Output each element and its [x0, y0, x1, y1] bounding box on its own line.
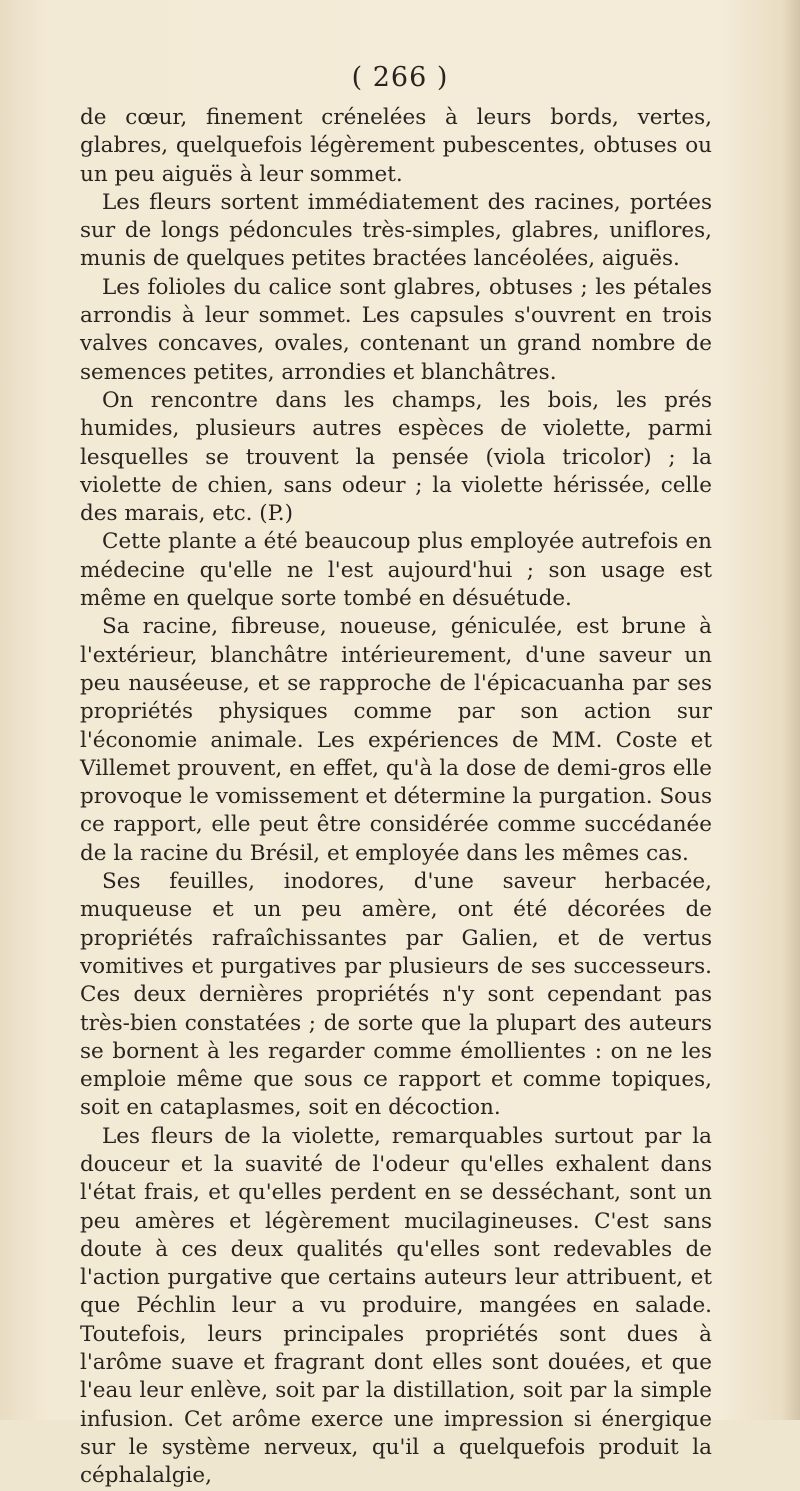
page-number: ( 266 ) — [351, 62, 449, 93]
page-edge-shadow — [782, 0, 800, 1420]
paragraph-8: Les fleurs de la violette, remarquables surtout par la douceur et la suavité de l'odeur qu'elles exhalent dans l'état frais, et qu'elles perdent en se desséchant, sont un peu amères et légèrement mucilagineuses. C'est sans doute à ces deux qualités qu'elles sont redevables de l'action purgative que certains auteurs leur attribuent, et que Péchlin leur a vu produire, mangées en salade. Toutefois, leurs principales propriétés sont dues à l'arôme suave et fragrant dont elles sont douées, et que l'eau leur enlève, soit par la distillation, soit par la simple infusion. Cet arôme exerce une impression si énergique sur le système nerveux, qu'il a quelquefois produit la céphalalgie, — [80, 1123, 712, 1489]
paragraph-6: Sa racine, fibreuse, noueuse, géniculée, est brune à l'extérieur, blanchâtre intérieurement, d'une saveur un peu nauséeuse, et se rapproche de l'épicacuanha par ses propriétés physiques comme par son action sur l'économie animale. Les expériences de MM. Coste et Villemet prouvent, en effet, qu'à la dose de demi-gros elle provoque le vomissement et détermine la purgation. Sous ce rapport, elle peut être considérée comme succédanée de la racine du Brésil, et employée dans les mêmes cas. — [80, 614, 712, 866]
paragraph-4: On rencontre dans les champs, les bois, les prés humides, plusieurs autres espèces de violette, parmi lesquelles se trouvent la pensée (viola tricolor) ; la violette de chien, sans odeur ; la violette hérissée, celle des marais, etc. (P.) — [80, 387, 712, 527]
body-text — [80, 104, 712, 1491]
paragraph-2: Les fleurs sortent immédiatement des racines, portées sur de longs pédoncules très-simples, glabres, uniflores, munis de quelques petites bractées lancéolées, aiguës. — [80, 189, 712, 272]
paragraph-7: Ses feuilles, inodores, d'une saveur herbacée, muqueuse et un peu amère, ont été décorées de propriétés rafraîchissantes par Galien, et de vertus vomitives et purgatives par plusieurs de ses successeurs. Ces deux dernières propriétés n'y sont cependant pas très-bien constatées ; de sorte que la plupart des auteurs se bornent à les regarder comme émollientes : on ne les emploie même que sous ce rapport et comme topiques, soit en cataplasmes, soit en décoction. — [80, 869, 712, 1121]
paragraph-5: Cette plante a été beaucoup plus employée autrefois en médecine qu'elle ne l'est aujourd'hui ; son usage est même en quelque sorte tombé en désuétude. — [80, 529, 712, 612]
paragraph-3: Les folioles du calice sont glabres, obtuses ; les pétales arrondis à leur sommet. Les capsules s'ouvrent en trois valves concaves, ovales, contenant un grand nombre de semences petites, arrondies et blanchâtres. — [80, 274, 712, 385]
paragraph-1: de cœur, finement crénelées à leurs bords, vertes, glabres, quelquefois légèrement pubescentes, obtuses ou un peu aiguës à leur sommet. — [80, 105, 712, 187]
